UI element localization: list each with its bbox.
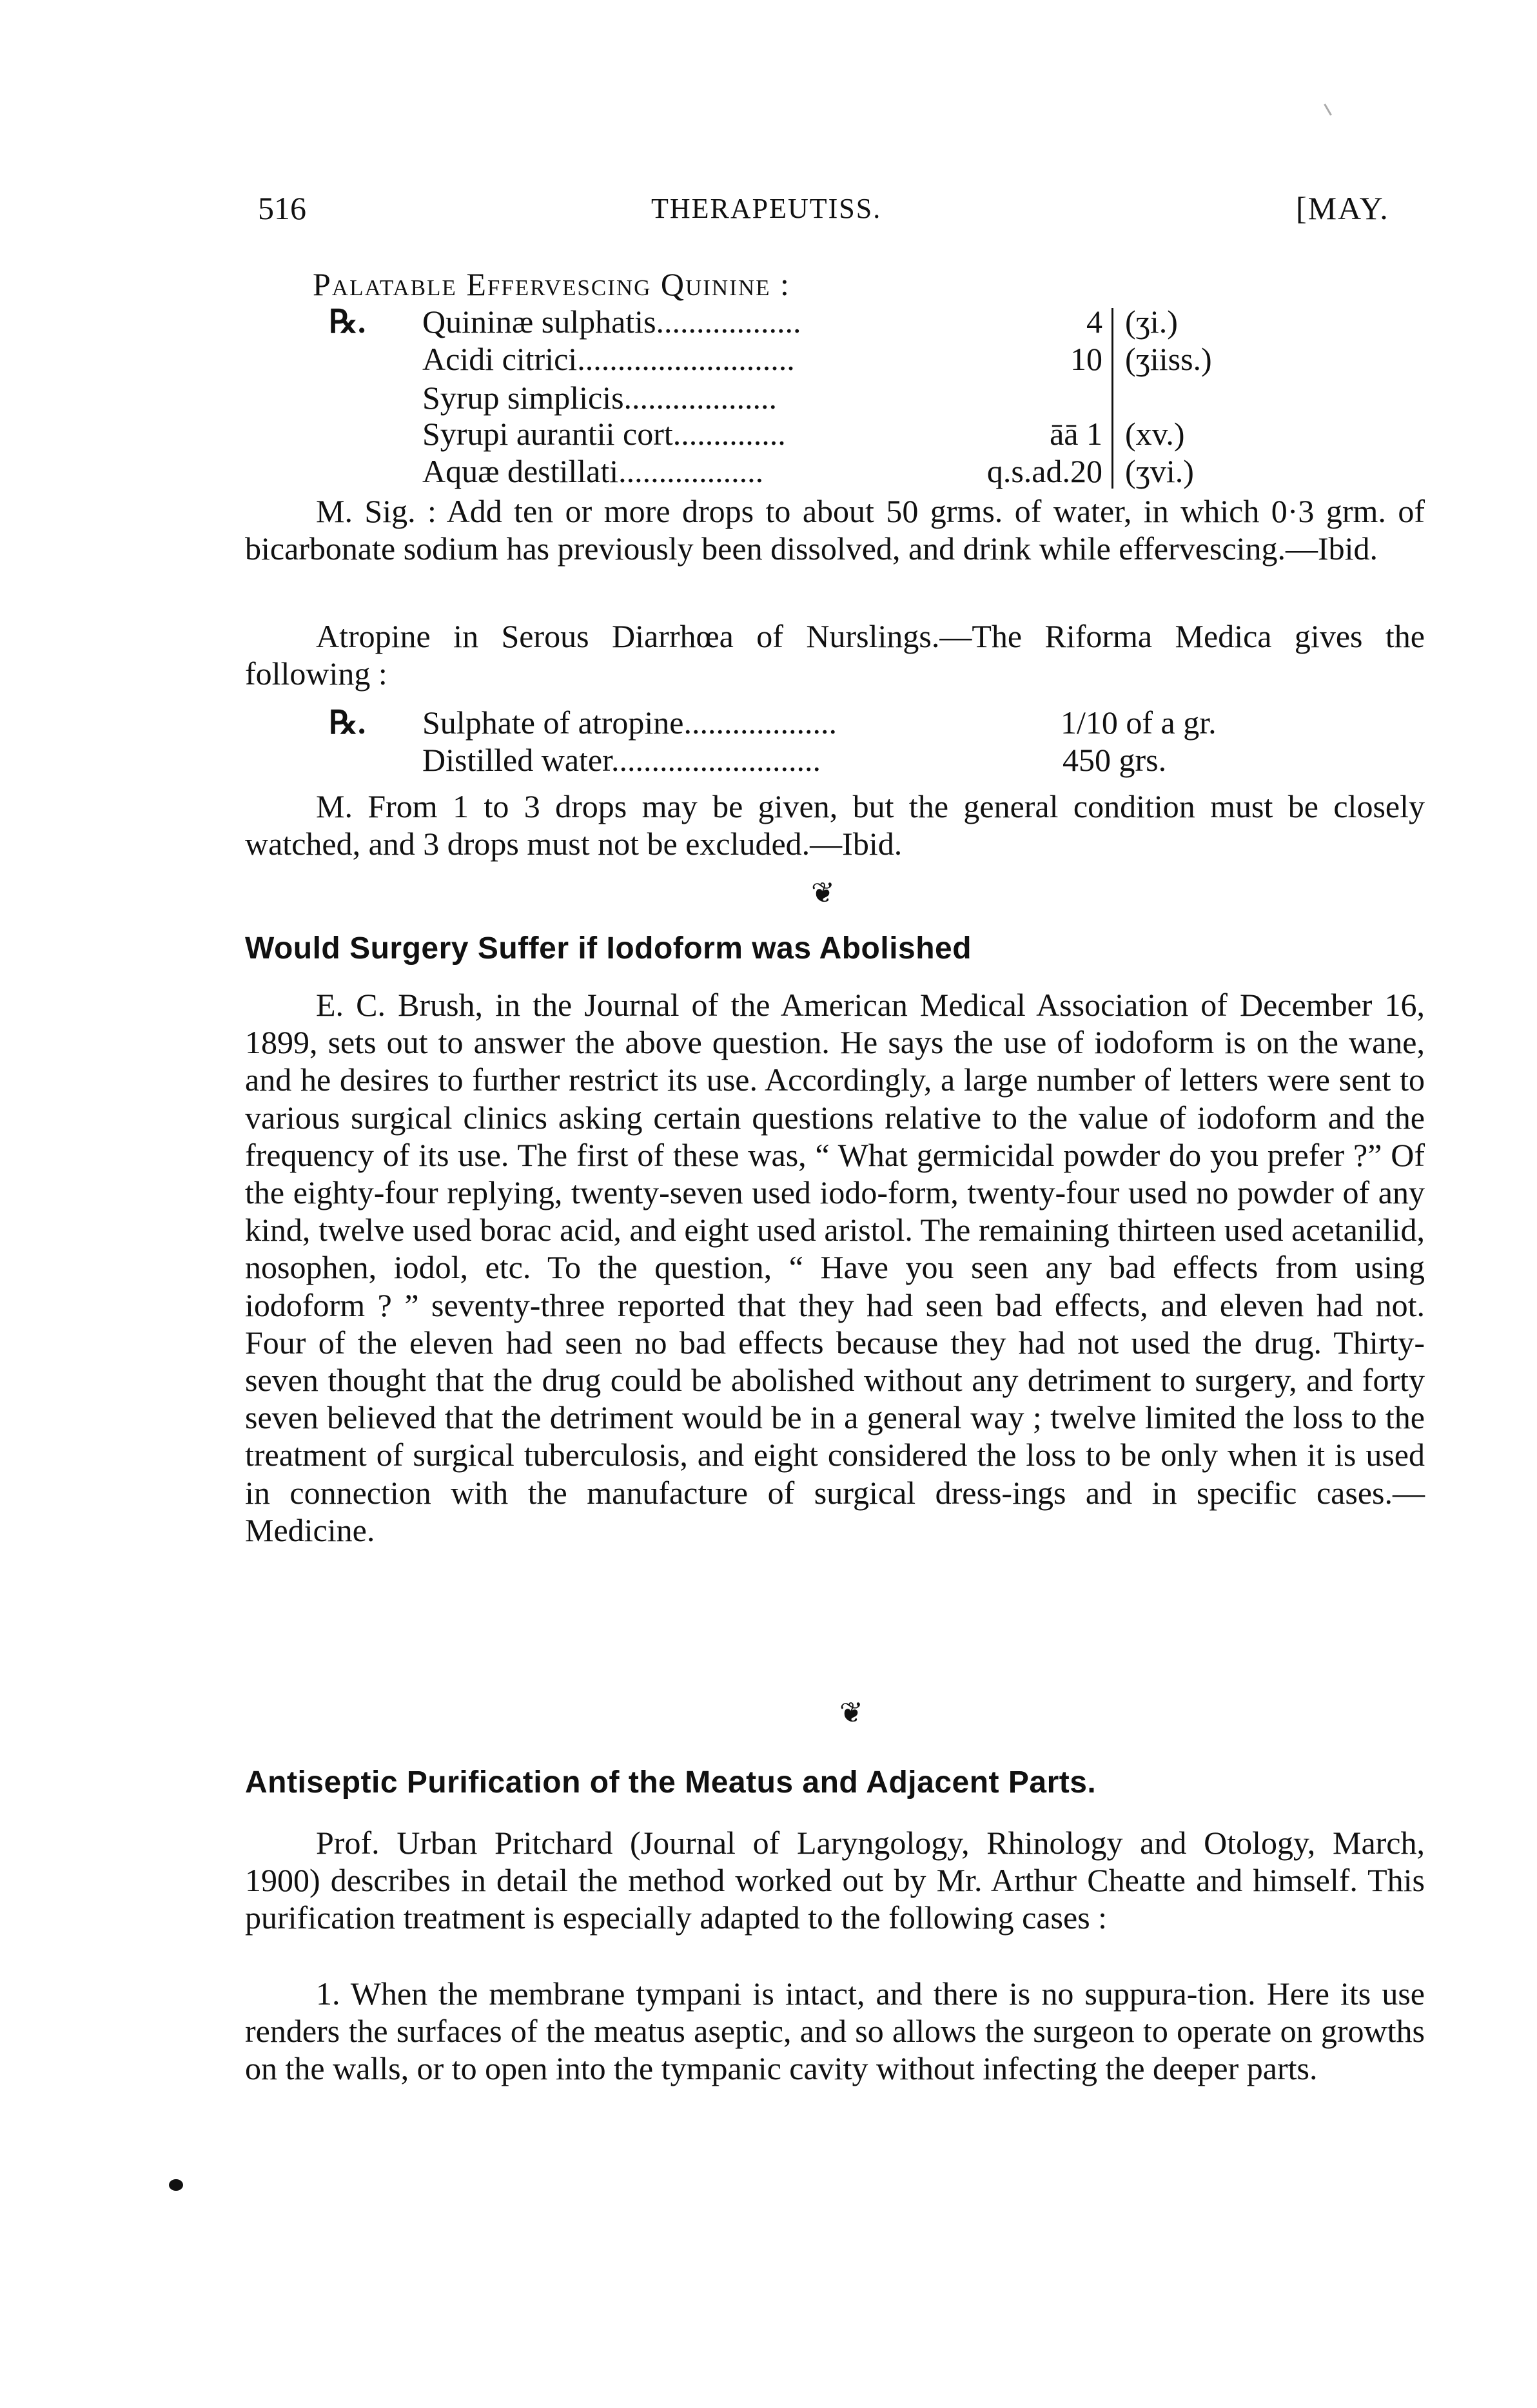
article2-heading: Antiseptic Purification of the Meatus and Adjacent Parts.	[245, 1765, 1097, 1800]
recipe2-quantity: 1/10 of a gr.	[1061, 704, 1217, 741]
recipe-row	[0, 302, 1102, 340]
ingredient-quantity: āā 1	[1050, 416, 1102, 452]
article2-body: Prof. Urban Pritchard (Journal of Laryngology, Rhinology and Otology, March, 1900) describes in detail the method worked out by Mr. Arthur Cheatte and himself. This purification treatment is especially adapted to the following cases :	[245, 1825, 1425, 1936]
article2-list-item: 1. When the membrane tympani is intact, and there is no suppura-tion. Here its use renders the surfaces of the meatus aseptic, and so allows the surgeon to operate on growths on the walls, or to open into the tympanic cavity without infecting the deeper parts.	[245, 1976, 1425, 2087]
running-month: [MAY.	[1296, 190, 1389, 226]
ingredient-name: Quininæ sulphatis..................	[422, 304, 801, 340]
recipe-row	[0, 451, 1102, 490]
recipe-row	[0, 339, 1102, 378]
ingredient-name: Aquæ destillati..................	[422, 453, 764, 489]
page-number: 516	[258, 190, 306, 226]
recipe2-quantity: 450 grs.	[1062, 742, 1167, 778]
fleuron-ornament: ❦	[839, 1697, 863, 1729]
ingredient-measure: (ʒvi.)	[1125, 453, 1194, 489]
recipe1-title: Palatable Effervescing Quinine :	[313, 266, 790, 302]
column-rule	[1111, 308, 1113, 489]
recipe2-note: M. From 1 to 3 drops may be given, but the general condition must be closely watched, and 3 drops must not be excluded.—Ibid.	[245, 788, 1425, 862]
recipe2-row: Distilled water..........................	[422, 742, 821, 778]
ingredient-name: Syrup simplicis...................	[422, 380, 778, 416]
ingredient-measure: (ʒiiss.)	[1125, 341, 1212, 377]
ink-speck	[1324, 104, 1332, 116]
recipe-row	[0, 414, 1102, 452]
article1-body: E. C. Brush, in the Journal of the American Medical Association of December 16, 1899, sets out to answer the above question. He says the use of iodoform is on the wane, and he desires to further restrict its use. Accordingly, a large number of letters were sent to various surgical clinics asking certain questions relative to the value of iodoform and the frequency of its use. The first of these was, “ What germicidal powder do you prefer ?” Of the eighty-four replying, twenty-seven used iodo-form, twenty-four used no powder of any kind, twelve used borac acid, and eight used aristol. The remaining thirteen used acetanilid, nosophen, iodol, etc. To the question, “ Have you seen any bad effects from using iodoform ? ” seventy-three reported that they had seen bad effects, and eleven had not. Four of the eleven had seen no bad effects because they had not used the drug. Thirty-seven thought that the drug could be abolished without any detriment to surgery, and forty seven believed that the detriment would be in a general way ; twelve limited the loss to the treatment of surgical tuberculosis, and eight considered the loss to be only when it is used in connection with the manufacture of surgical dress-ings and in specific cases.—Medicine.	[245, 987, 1425, 1548]
ingredient-quantity: 10	[1070, 341, 1102, 377]
ink-speck	[169, 2179, 183, 2191]
ingredient-name: Syrupi aurantii cort..............	[422, 416, 786, 452]
running-title: THERAPEUTISS.	[651, 193, 882, 224]
ingredient-quantity: 4	[1086, 304, 1102, 340]
recipe1-signature: M. Sig. : Add ten or more drops to about 50 grms. of water, in which 0·3 grm. of bicarbonate sodium has previously been dissolved, and drink while effervescing.—Ibid.	[245, 493, 1425, 567]
recipe-row	[0, 378, 1102, 416]
article1-heading: Would Surgery Suffer if Iodoform was Abolished	[245, 931, 972, 966]
ingredient-measure: (ʒi.)	[1125, 304, 1178, 340]
rx-symbol: ℞.	[329, 704, 366, 741]
ingredient-measure: (xv.)	[1125, 416, 1185, 452]
ingredient-quantity: q.s.ad.20	[986, 453, 1102, 489]
ingredient-name: Acidi citrici...........................	[422, 341, 795, 377]
recipe2-row: Sulphate of atropine...................	[422, 704, 837, 741]
recipe2-intro: Atropine in Serous Diarrhœa of Nurslings.—The Riforma Medica gives the following :	[245, 618, 1425, 692]
rx-symbol: ℞.	[329, 304, 366, 340]
fleuron-ornament: ❦	[811, 877, 835, 909]
